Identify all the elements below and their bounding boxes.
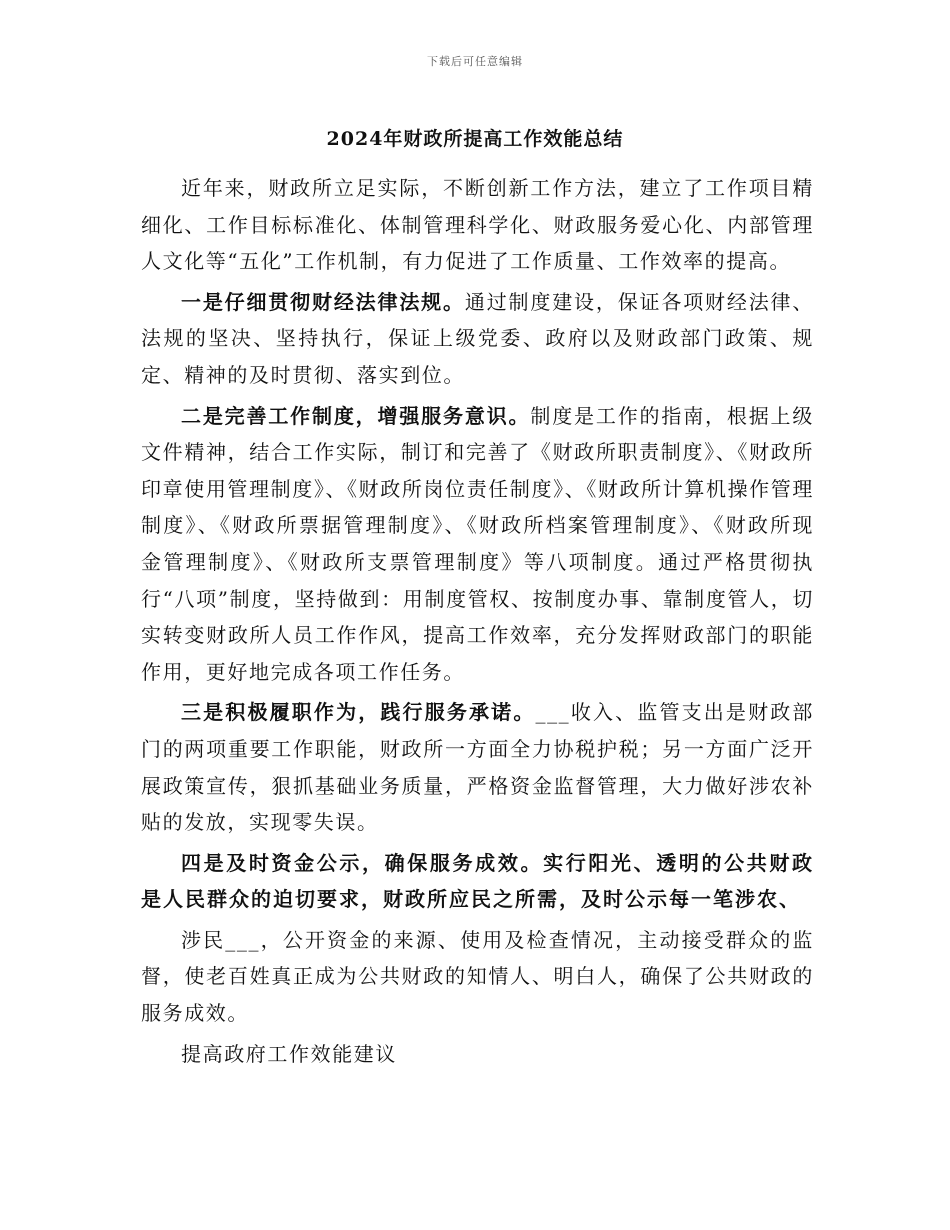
section-1-heading: 一是仔细贯彻财经法律法规。 (181, 289, 465, 314)
closing-line: 提高政府工作效能建议 (181, 1041, 397, 1066)
document-body (141, 170, 814, 1076)
section-1-body: 通过制度建设，保证各项财经法律、法规的坚决、坚持执行，保证上级党委、政府以及财政部门政策、规定、精神的及时贯彻、落实到位。 (141, 289, 814, 387)
section-3-paragraph (141, 694, 814, 840)
section-1-paragraph (141, 284, 814, 394)
section-4-continuation: 涉民___，公开资金的来源、使用及检查情况，主动接受群众的监督，使老百姓真正成为公共财政的知情人、明白人，确保了公共财政的服务成效。 (141, 927, 814, 1026)
section-3-heading: 三是积极履职作为，践行服务承诺。 (181, 700, 536, 725)
section-3-body: ___收入、监管支出是财政部门的两项重要工作职能，财政所一方面全力协税护税；另一方面广泛开展政策宣传，狠抓基础业务质量，严格资金监督管理，大力做好涉农补贴的发放，实现零失误。 (141, 700, 814, 835)
intro-paragraph: 近年来，财政所立足实际，不断创新工作方法，建立了工作项目精细化、工作目标标准化、体制管理科学化、财政服务爱心化、内部管理人文化等“五化”工作机制，有力促进了工作质量、工作效率的提高。 (141, 176, 814, 274)
section-2-body: 制度是工作的指南，根据上级文件精神，结合工作实际，制订和完善了《财政所职责制度》、《财政所印章使用管理制度》、《财政所岗位责任制度》、《财政所计算机操作管理制度》、《财政所票据管理制度》、《财政所档案管理制度》、《财政所现金管理制度》、《财政所支票管理制度》等八项制度。通过严格贯彻执行“八项”制度，坚持做到：用制度管权、按制度办事、靠制度管人，切实转变财政所人员工作作风，提高工作效率，充分发挥财政部门的职能作用，更好地完成各项工作任务。 (141, 403, 814, 684)
section-2-heading: 二是完善工作制度，增强服务意识。 (181, 403, 531, 428)
section-2-paragraph (141, 398, 814, 691)
section-4-bold-paragraph: 四是及时资金公示，确保服务成效。实行阳光、透明的公共财政是人民群众的迫切要求，财政所应民之所需，及时公示每一笔涉农、 (141, 850, 814, 912)
page-header-note: 下载后可任意编辑 (427, 55, 523, 68)
document-title: 2024年财政所提高工作效能总结 (326, 128, 624, 150)
